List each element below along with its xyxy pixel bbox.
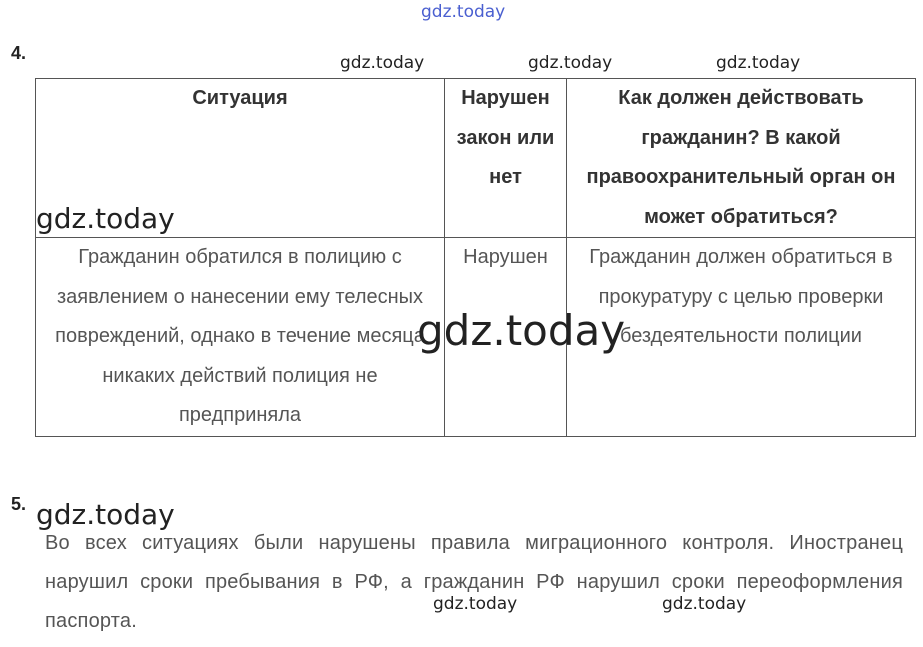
- header-action: Как должен действовать гражданин? В какой правоохранительный орган он может обратиться?: [567, 79, 916, 238]
- cell-situation: Гражданин обратился в полицию с заявлением о нанесении ему телесных повреждений, однако в течение месяца никаких действий полиция не предприняла: [36, 238, 445, 437]
- cell-violated: Нарушен: [445, 238, 567, 437]
- watermark: gdz.today: [528, 53, 613, 73]
- situation-table: [35, 78, 916, 437]
- cell-action: Гражданин должен обратиться в прокуратуру с целью проверки бездеятельности полиции: [567, 238, 916, 437]
- watermark: gdz.today: [662, 594, 747, 614]
- task-5-answer: Во всех ситуациях были нарушены правила миграционного контроля. Иностранец нарушил сроки пребывания в РФ, а гражданин РФ нарушил сроки переоформления паспорта.: [45, 532, 903, 632]
- task-5-number: 5.: [11, 494, 27, 514]
- watermark-top: gdz.today: [421, 2, 506, 22]
- header-violated: Нарушен закон или нет: [445, 79, 567, 238]
- watermark: gdz.today: [340, 53, 425, 73]
- header-situation: Ситуация: [36, 79, 445, 238]
- task-4-number: 4.: [11, 43, 27, 63]
- watermark: gdz.today: [36, 202, 175, 235]
- watermark: gdz.today: [433, 594, 518, 614]
- watermark-center: gdz.today: [417, 306, 626, 355]
- watermark: gdz.today: [716, 53, 801, 73]
- watermark: gdz.today: [36, 498, 175, 531]
